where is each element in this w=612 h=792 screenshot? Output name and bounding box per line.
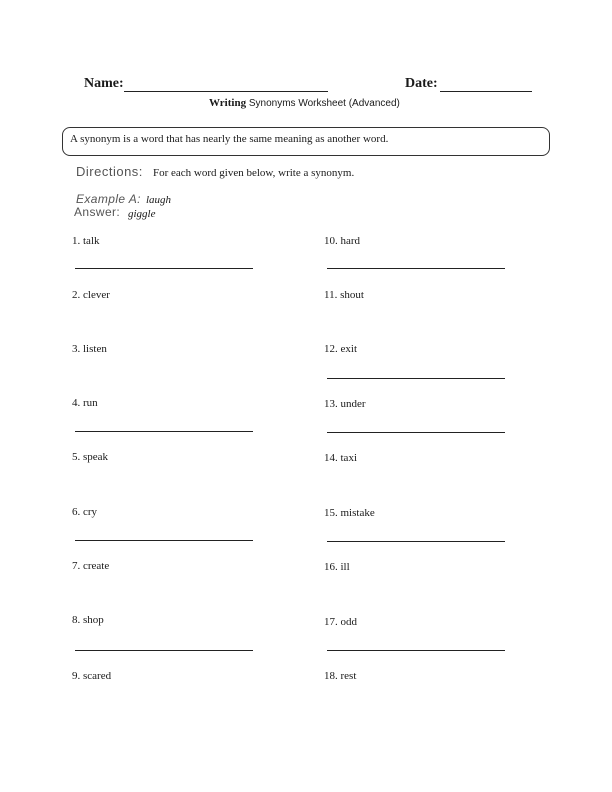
word-item: 3. listen (72, 343, 107, 355)
example-word: laugh (146, 194, 172, 206)
directions-label: Directions: (76, 164, 143, 179)
answer-line[interactable] (75, 431, 253, 432)
word-item: 10. hard (324, 235, 361, 247)
answer-line[interactable] (75, 540, 253, 541)
example-answer: giggle (128, 208, 156, 220)
word-item: 1. talk (72, 235, 100, 247)
answer-line[interactable] (75, 268, 253, 269)
word-item: 14. taxi (324, 452, 357, 464)
word-item: 4. run (72, 397, 98, 409)
word-item: 11. shout (324, 289, 364, 301)
date-label: Date: (405, 76, 438, 91)
date-field-line[interactable] (440, 91, 532, 92)
word-item: 8. shop (72, 614, 104, 626)
answer-line[interactable] (327, 432, 505, 433)
word-item: 17. odd (324, 616, 357, 628)
answer-line[interactable] (327, 268, 505, 269)
word-item: 15. mistake (324, 507, 375, 519)
subtitle-rest: Synonyms Worksheet (Advanced) (246, 98, 400, 109)
word-item: 6. cry (72, 506, 98, 518)
definition-box (62, 127, 550, 156)
answer-line[interactable] (327, 541, 505, 542)
answer-line[interactable] (327, 378, 505, 379)
word-item: 7. create (72, 560, 110, 572)
word-item: 2. clever (72, 289, 110, 301)
answer-line[interactable] (327, 650, 505, 651)
name-label: Name: (84, 76, 124, 91)
word-item: 5. speak (72, 451, 109, 463)
name-field-line[interactable] (124, 91, 328, 92)
word-item: 16. ill (324, 561, 350, 573)
example-label: Example A: (76, 192, 141, 206)
definition-text: A synonym is a word that has nearly the same meaning as another word. (70, 133, 389, 145)
subtitle-bold: Writing (209, 97, 247, 109)
answer-label: Answer: (74, 205, 121, 219)
word-item: 12. exit (324, 343, 357, 355)
directions-text: For each word given below, write a synonym. (153, 167, 355, 179)
word-item: 9. scared (72, 670, 112, 682)
word-item: 13. under (324, 398, 366, 410)
worksheet-subtitle (209, 97, 400, 109)
word-item: 18. rest (324, 670, 357, 682)
answer-line[interactable] (75, 650, 253, 651)
